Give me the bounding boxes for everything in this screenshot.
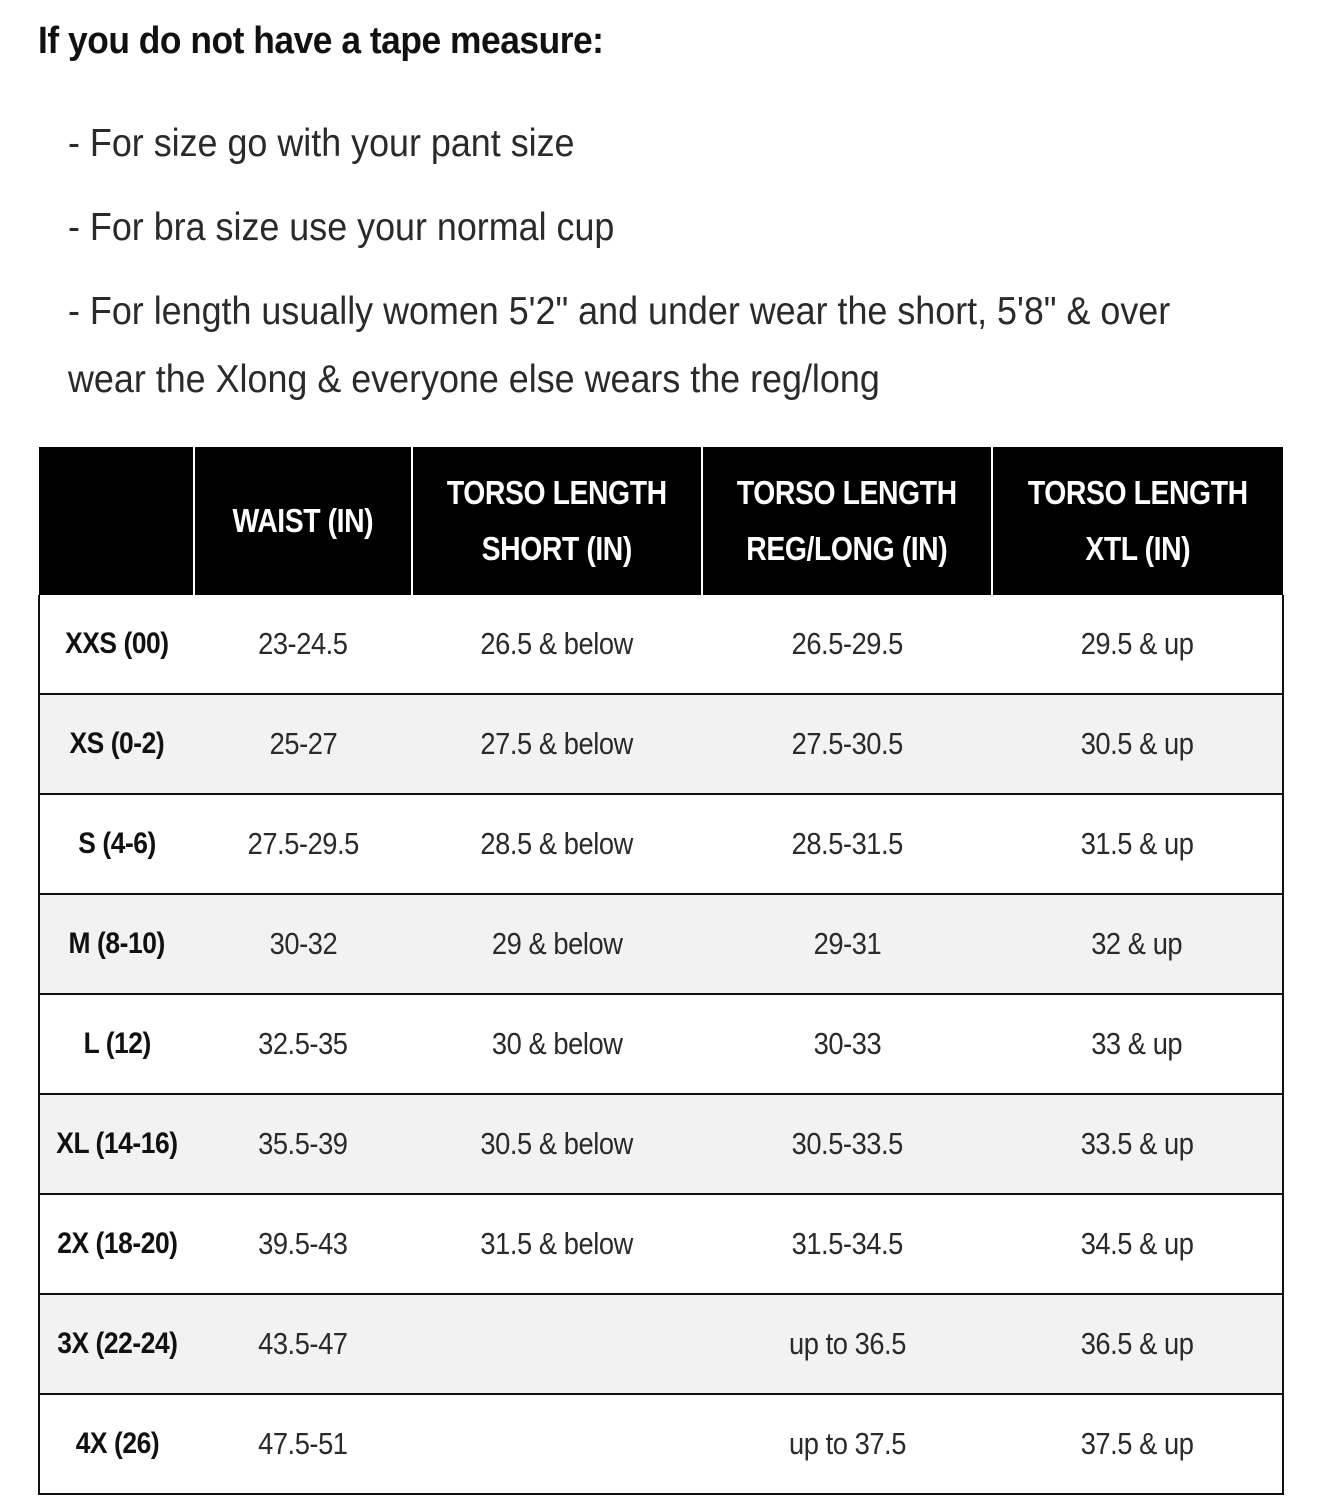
- xtl-value: 36.5 & up: [992, 1294, 1283, 1394]
- size-label: M (8-10): [39, 894, 194, 994]
- size-label: S (4-6): [39, 794, 194, 894]
- xtl-value: 33.5 & up: [992, 1094, 1283, 1194]
- size-label: XL (14-16): [39, 1094, 194, 1194]
- waist-value: 32.5-35: [194, 994, 412, 1094]
- short-value: 31.5 & below: [412, 1194, 702, 1294]
- size-chart-table: [38, 447, 1284, 1495]
- waist-value: 23-24.5: [194, 595, 412, 694]
- short-value: 29 & below: [412, 894, 702, 994]
- xtl-value: 37.5 & up: [992, 1394, 1283, 1494]
- short-value: [412, 1394, 702, 1494]
- header-waist: WAIST (IN): [194, 447, 412, 595]
- header-torso-short: TORSO LENGTH SHORT (IN): [412, 447, 702, 595]
- reg-long-value: 30.5-33.5: [702, 1094, 992, 1194]
- short-value: 30.5 & below: [412, 1094, 702, 1194]
- table-row: [39, 1394, 1283, 1494]
- reg-long-value: 30-33: [702, 994, 992, 1094]
- short-value: 30 & below: [412, 994, 702, 1094]
- header-torso-reg-long: TORSO LENGTH REG/LONG (IN): [702, 447, 992, 595]
- table-row: [39, 994, 1283, 1094]
- table-row: [39, 1194, 1283, 1294]
- table-row: [39, 595, 1283, 694]
- size-chart-header: [39, 447, 1283, 595]
- page-heading: If you do not have a tape measure:: [38, 20, 604, 62]
- short-value: 28.5 & below: [412, 794, 702, 894]
- instruction-size: - For size go with your pant size: [68, 122, 575, 165]
- reg-long-value: 26.5-29.5: [702, 595, 992, 694]
- table-row: [39, 794, 1283, 894]
- table-row: [39, 1294, 1283, 1394]
- size-label: XXS (00): [39, 595, 194, 694]
- xtl-value: 30.5 & up: [992, 694, 1283, 794]
- xtl-value: 33 & up: [992, 994, 1283, 1094]
- instruction-bra: - For bra size use your normal cup: [68, 206, 615, 249]
- size-label: 2X (18-20): [39, 1194, 194, 1294]
- xtl-value: 34.5 & up: [992, 1194, 1283, 1294]
- waist-value: 25-27: [194, 694, 412, 794]
- xtl-value: 29.5 & up: [992, 595, 1283, 694]
- xtl-value: 32 & up: [992, 894, 1283, 994]
- reg-long-value: up to 36.5: [702, 1294, 992, 1394]
- size-label: XS (0-2): [39, 694, 194, 794]
- reg-long-value: 31.5-34.5: [702, 1194, 992, 1294]
- waist-value: 43.5-47: [194, 1294, 412, 1394]
- reg-long-value: up to 37.5: [702, 1394, 992, 1494]
- size-label: 3X (22-24): [39, 1294, 194, 1394]
- table-row: [39, 1094, 1283, 1194]
- reg-long-value: 29-31: [702, 894, 992, 994]
- waist-value: 30-32: [194, 894, 412, 994]
- waist-value: 35.5-39: [194, 1094, 412, 1194]
- short-value: [412, 1294, 702, 1394]
- instructions-list: [68, 118, 1172, 446]
- waist-value: 39.5-43: [194, 1194, 412, 1294]
- header-size: [39, 447, 194, 595]
- instruction-length: - For length usually women 5'2" and under wear the short, 5'8" & over wear the Xlong & everyone else wears the reg/long: [68, 290, 1171, 401]
- waist-value: 47.5-51: [194, 1394, 412, 1494]
- header-torso-xtl: TORSO LENGTH XTL (IN): [992, 447, 1283, 595]
- waist-value: 27.5-29.5: [194, 794, 412, 894]
- short-value: 26.5 & below: [412, 595, 702, 694]
- size-label: L (12): [39, 994, 194, 1094]
- reg-long-value: 27.5-30.5: [702, 694, 992, 794]
- size-label: 4X (26): [39, 1394, 194, 1494]
- xtl-value: 31.5 & up: [992, 794, 1283, 894]
- table-row: [39, 694, 1283, 794]
- table-row: [39, 894, 1283, 994]
- short-value: 27.5 & below: [412, 694, 702, 794]
- reg-long-value: 28.5-31.5: [702, 794, 992, 894]
